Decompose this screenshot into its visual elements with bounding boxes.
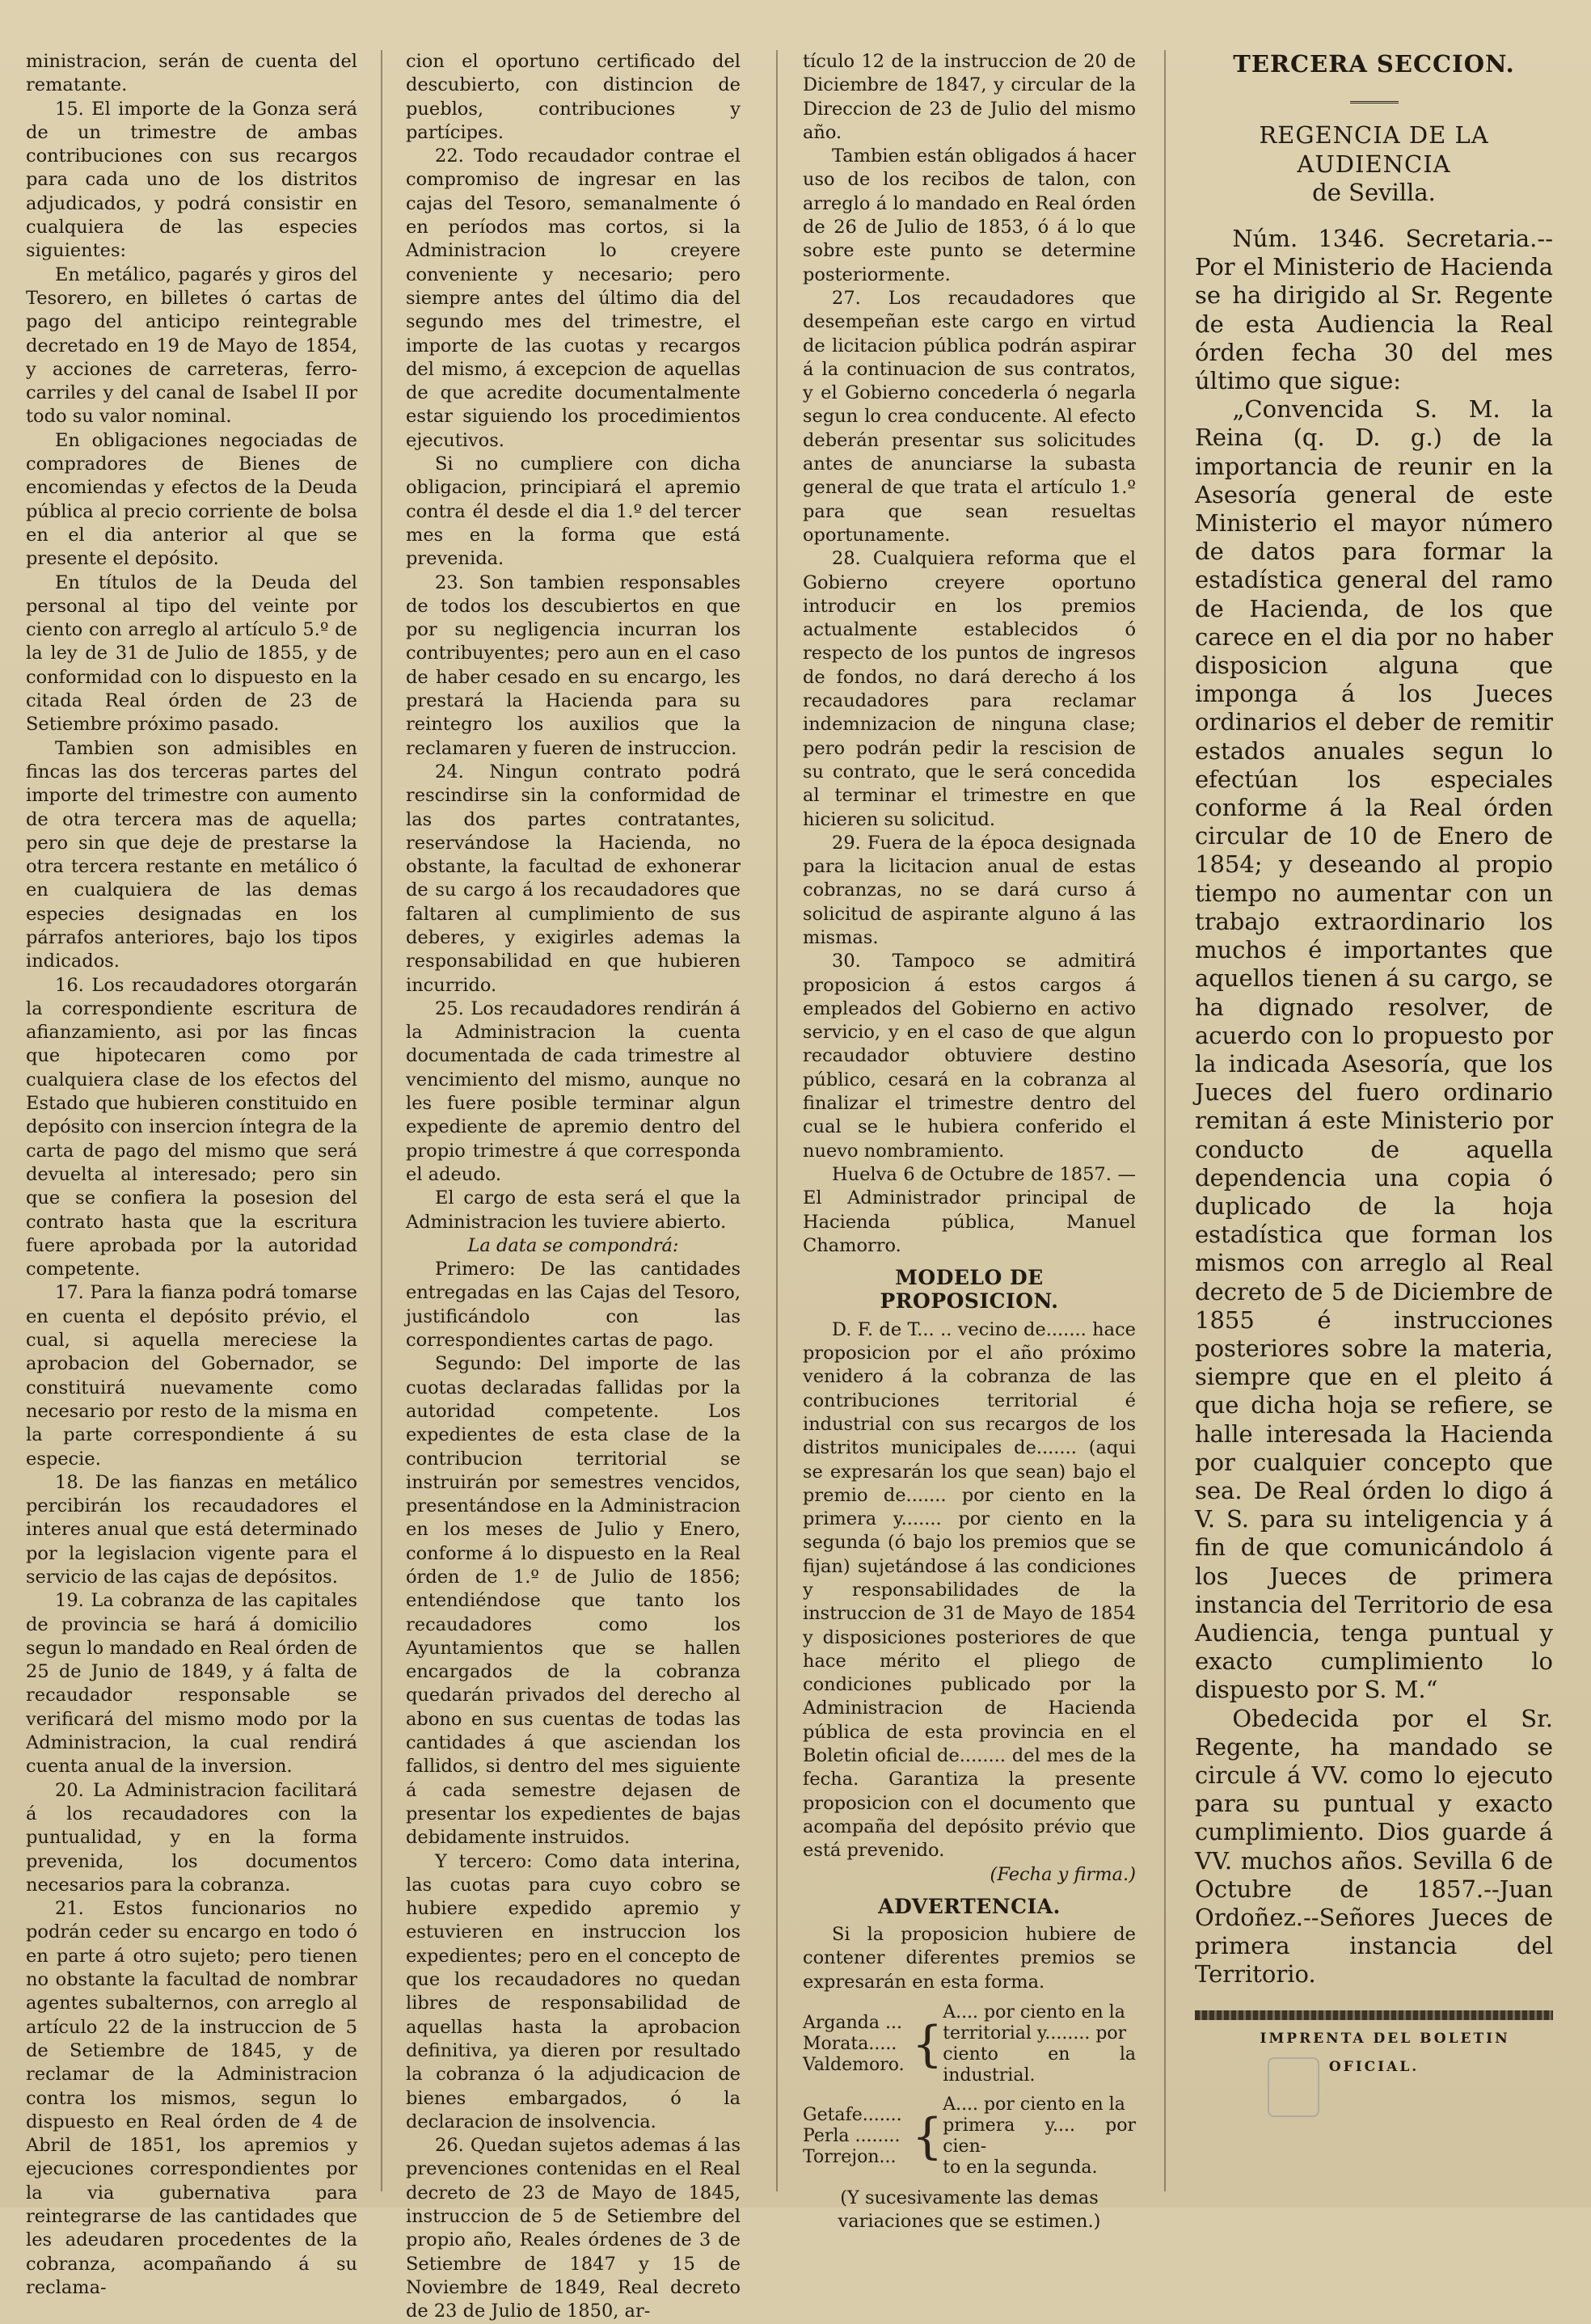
place-name: Morata.....	[803, 2034, 897, 2055]
premium-line: A.... por ciento en la	[943, 2002, 1125, 2023]
advert-heading: ADVERTENCIA.	[878, 1894, 1061, 1918]
closing-note: (Y sucesivamente las demas variaciones que se estimen.)	[838, 2187, 1101, 2233]
section-title: TERCERA SECCION.	[1233, 50, 1515, 78]
paragraph: 26. Quedan sujetos ademas á las prevenciones contenidas en el Real decreto de 23 de Mayo de 1845, instruccion de 5 de Setiembre del propio año, Reales órdenes de 3 de Setiembre de 1847 y 15 de Noviembre de 1849, Real decreto de 23 de Julio de 1850, ar-	[406, 2135, 741, 2322]
paragraph: Si no cumpliere con dicha obligacion, principiará el apremio contra él desde el dia 1.º del tercer mes en la forma que está prevenida.	[406, 453, 741, 570]
model-heading: MODELO DE PROPOSICION.	[880, 1266, 1059, 1314]
column-3	[803, 50, 1136, 2234]
premium-line: A.... por ciento en la	[943, 2094, 1125, 2115]
paragraph: 24. Ningun contrato podrá rescindirse sin la conformidad de las dos partes contratantes, reservándose la Hacienda, no obstante, la facultad de exhonerar de su cargo á los recaudadores que faltaren al cumplimiento de sus deberes, y exigirles ademas la responsabilidad en que hubieren incurrido.	[406, 761, 741, 996]
paragraph: 27. Los recaudadores que desempeñan este cargo en virtud de licitacion pública podrán aspirar á la continuacion de sus contratos, y el Gobierno concederla ó negarla segun lo crea conducente. Al efecto deberán presentar sus solicitudes antes de anunciarse la subasta general de que trata el artículo 1.º para que sean resueltas oportunamente.	[803, 287, 1136, 546]
paragraph: 23. Son tambien responsables de todos los descubiertos en que por su negligencia incurran los contribuyentes; pero aun en el caso de haber cesado en su encargo, les prestará la Hacienda para su reintegro los auxilios que la reclamaren y fueren de instruccion.	[406, 572, 741, 759]
place-name: Perla ........	[803, 2126, 901, 2147]
paragraph: Tambien son admisibles en fincas las dos terceras partes del importe del trimestre con aumento de otra tercera mas de aquella; pero sin que deje de prestarse la otra tercera restante en metálico ó en cualquiera de las demas especies designadas en los párrafos anteriores, bajo los tipos indicados.	[26, 737, 357, 972]
brace-glyph: {	[912, 2016, 943, 2073]
place-name: Getafe.......	[803, 2105, 902, 2126]
column-rule	[776, 50, 778, 2191]
printer-imprint: IMPRENTA DEL BOLETIN OFICIAL.	[1260, 2030, 1510, 2075]
date-signature-line: (Fecha y firma.)	[990, 1863, 1136, 1885]
column-1	[26, 50, 357, 2300]
column-rule	[381, 50, 382, 2191]
title-divider	[1195, 82, 1553, 110]
paragraph: cion el oportuno certificado del descubierto, con distincion de pueblos, contribuciones y partícipes.	[406, 51, 741, 143]
paragraph: „Convencida S. M. la Reina (q. D. g.) de la importancia de reunir en la Asesoría general de este Ministerio el mayor número de datos para formar la estadística general del ramo de Hacienda, de los que carece en el dia por no haber disposicion alguna que imponga á los Jueces ordinarios el deber de remitir estados anuales segun lo efectúan los especiales conforme á la Real órden circular de 10 de Enero de 1854; y deseando al propio tiempo no aumentar con un trabajo extraordinario los muchos é importantes que aquellos tienen á su cargo, se ha dignado resolver, de acuerdo con lo propuesto por la indicada Asesoría, que los Jueces del fuero ordinario remitan á este Ministerio por conducto de aquella dependencia una copia ó duplicado de la hoja estadística que forman los mismos con arreglo al Real decreto de 5 de Diciembre de 1855 é instrucciones posteriores sobre la materia, siempre que en el pleito á que dicha hoja se refiere, se halle interesada la Hacienda por cualquier concepto que sea. De Real órden lo digo á V. S. para su inteligencia y á fin de que comunicándolo á los Jueces de primera instancia del Territorio de esa Audiencia, tenga puntual y exacto cumplimiento lo dispuesto por S. M.“	[1195, 395, 1553, 1704]
premium-line: primera y.... por cien-	[943, 2115, 1136, 2157]
paragraph: 19. La cobranza de las capitales de provincia se hará á domicilio segun lo mandado en Real órden de 25 de Junio de 1849, y á falta de recaudador responsable se verificará del mismo modo por la Administracion, la cual rendirá cuenta anual de la inversion.	[26, 1590, 357, 1778]
paragraph: 29. Fuera de la época designada para la licitacion anual de estas cobranzas, no se dará curso á solicitud de aspirante alguno á las mismas.	[803, 832, 1136, 948]
brace-glyph: {	[912, 2108, 943, 2166]
stamp-mark	[1268, 2057, 1319, 2117]
paragraph: El cargo de esta será el que la Administracion les tuviere abierto.	[406, 1187, 741, 1233]
paragraph: 18. De las fianzas en metálico percibirán los recaudadores el interes anual que está determinado por la legislacion vigente para el servicio de las cajas de depósitos.	[26, 1471, 357, 1588]
paragraph: 22. Todo recaudador contrae el compromiso de ingresar en las cajas del Tesoro, semanalmente ó en períodos mas cortos, si la Administracion lo creyere conveniente y necesario; pero siempre antes del último dia del segundo mes del trimestre, el importe de las cuotas y recargos del mismo, á excepcion de aquellas de que acredite documentalmente estar siguiendo los procedimientos ejecutivos.	[406, 146, 741, 451]
place-name: Valdemoro.	[803, 2055, 905, 2076]
premium-line: to en la segunda.	[943, 2157, 1098, 2178]
paragraph: Primero: De las cantidades entregadas en las Cajas del Tesoro, justificándolo con las correspondientes cartas de pago.	[406, 1259, 741, 1352]
premium-line: territorial y........ por	[943, 2023, 1127, 2044]
paragraph: Segundo: Del importe de las cuotas declaradas fallidas por la autoridad competente. Los expedientes de esta clase de la contribucion territorial se instruirán por semestres vencidos, presentándose en la Administracion en los meses de Julio y Enero, conforme á lo dispuesto en la Real órden de 1.º de Julio de 1856; entendiéndose que tanto los recaudadores como los Ayuntamientos que se hallen encargados de la cobranza quedarán privados del derecho al abono en sus cuentas de todas las cantidades á que asciendan los fallidos, si dentro del mes siguiente á cada semestre dejasen de presentar los expedientes de bajas debidamente instruidos.	[406, 1353, 741, 1849]
paragraph: 17. Para la fianza podrá tomarse en cuenta el depósito prévio, el cual, si aquella mereciese la aprobacion del Gobernador, se constituirá nuevamente como necesario por resto de la misma en la parte correspondiente á su especie.	[26, 1282, 357, 1470]
paragraph: tículo 12 de la instruccion de 20 de Diciembre de 1847, y circular de la Direccion de 23 de Julio del mismo año.	[803, 51, 1136, 143]
places-cell	[803, 2002, 912, 2086]
places-cell	[803, 2094, 912, 2178]
data-subheading: La data se compondrá:	[467, 1234, 679, 1256]
paragraph: 28. Cualquiera reforma que el Gobierno creyere oportuno introducir en los premios actualmente establecidos ó respecto de los puntos de ingresos de fondos, no dará derecho á los recaudadores para reclamar indemnizacion de ninguna clase; pero podrán pedir la rescision de su contrato, que le será concedida al terminar el trimestre en que hicieren su solicitud.	[803, 548, 1136, 830]
proposal-example-table-1	[803, 2002, 1136, 2086]
place-name: Arganda ...	[803, 2013, 902, 2034]
column-2	[406, 50, 741, 2324]
paragraph: 16. Los recaudadores otorgarán la correspondiente escritura de afianzamiento, asi por las fincas que hipotecaren como por cualquiera clase de los efectos del Estado que hubieren constituido en depósito con insercion íntegra de la carta de pago del mismo que será devuelta al interesado; pero sin que se confiera la posesion del contrato hasta que la escritura fuere aprobada por la autoridad competente.	[26, 974, 357, 1280]
paragraph: Núm. 1346. Secretaria.-- Por el Ministerio de Hacienda se ha dirigido al Sr. Regente de esta Audiencia la Real órden fecha 30 del mes último que sigue:	[1195, 225, 1553, 395]
paragraph: Y tercero: Como data interina, las cuotas para cuyo cobro se hubiere expedido apremio y estuvieren en instruccion los expedientes; pero en el concepto de que los recaudadores no quedan libres de responsabilidad de aquellas hasta la aprobacion definitiva, ya dieren por resultado la cobranza ó la adjudicacion de bienes embargados, ó la declaracion de insolvencia.	[406, 1850, 741, 2132]
paragraph: D. F. de T... .. vecino de....... hace proposicion por el año próximo venidero á la cobranza de las contribuciones territorial é industrial con sus recargos de los distritos municipales de....... (aqui se expresarán los que sean) bajo el premio de....... por ciento en la primera y....... por ciento en la segunda (ó bajo los premios que se fijan) sujetándose á las condiciones y responsabilidades de la instruccion de 31 de Mayo de 1854 y disposiciones posteriores de que hace mérito el pliego de condiciones publicado por la Administracion de Hacienda pública de esta provincia en el Boletin oficial de........ del mes de la fecha. Garantiza la presente proposicion con el documento que acompaña del depósito prévio que está prevenido.	[803, 1318, 1136, 1862]
paragraph: 20. La Administracion facilitará á los recaudadores con la puntualidad, y en la forma prevenida, los documentos necesarios para la cobranza.	[26, 1779, 357, 1896]
place-name: Torrejon...	[803, 2147, 897, 2168]
signature-block: Huelva 6 de Octubre de 1857. —El Administrador principal de Hacienda pública, Manuel Chamorro.	[803, 1163, 1136, 1256]
paragraph: 15. El importe de la Gonza será de un trimestre de ambas contribuciones con sus recargos para cada uno de los distritos adjudicados, y podrá consistir en cualquiera de las especies siguientes:	[26, 98, 357, 262]
proposal-example-table-2	[803, 2094, 1136, 2178]
organization-title: REGENCIA DE LA AUDIENCIA	[1259, 121, 1489, 178]
paragraph: Tambien están obligados á hacer uso de los recibos de talon, con arreglo á lo mandado en Real órden de 26 de Julio de 1853, ó á lo que sobre este punto se determine posteriormente.	[803, 146, 1136, 285]
footer-ornament	[1195, 2010, 1553, 2020]
paragraph: En obligaciones negociadas de compradores de Bienes de encomiendas y efectos de la Deuda pública al precio corriente de bolsa en el dia anterior al que se presente el depósito.	[26, 429, 357, 570]
premium-cell	[943, 2002, 1136, 2086]
paragraph: Obedecida por el Sr. Regente, ha mandado se circule á VV. como lo ejecuto para su puntual y exacto cumplimiento. Dios guarde á VV. muchos años. Sevilla 6 de Octubre de 1857.--Juan Ordoñez.--Señores Jueces de primera instancia del Territorio.	[1195, 1704, 1553, 1989]
premium-cell	[943, 2094, 1136, 2178]
paragraph: 30. Tampoco se admitirá proposicion á estos cargos á empleados del Gobierno en activo servicio, y en el caso de que algun recaudador obtuviere destino público, cesará en la cobranza al finalizar el trimestre dentro del cual se le hubiera conferido el nuevo nombramiento.	[803, 951, 1136, 1162]
paragraph: 25. Los recaudadores rendirán á la Administracion la cuenta documentada de cada trimestre al vencimiento del mismo, aunque no les fuere posible terminar algun expediente de apremio dentro del propio trimestre á que corresponda el adeudo.	[406, 998, 741, 1185]
paragraph: En metálico, pagarés y giros del Tesorero, en billetes ó cartas de pago del anticipo reintegrable decretado en 19 de Mayo de 1854, y acciones de carreteras, ferro-carriles y del canal de Isabel II por todo su valor nominal.	[26, 264, 357, 428]
column-rule	[1164, 50, 1166, 2191]
paragraph: En títulos de la Deuda del personal al tipo del veinte por ciento con arreglo al artículo 5.º de la ley de 31 de Julio de 1855, y de conformidad con lo dispuesto en la citada Real órden de 23 de Setiembre próximo pasado.	[26, 572, 357, 736]
organization-city: de Sevilla.	[1312, 178, 1436, 206]
premium-line: ciento en la industrial.	[943, 2044, 1136, 2086]
column-4	[1195, 50, 1553, 2081]
paragraph: ministracion, serán de cuenta del rematante.	[26, 51, 357, 96]
paragraph: 21. Estos funcionarios no podrán ceder su encargo en todo ó en parte á otro sujeto; pero tienen no obstante la facultad de nombrar agentes subalternos, con arreglo al artículo 22 de la instruccion de 5 de Setiembre de 1845, y de reclamar de la Administracion contra los mismos, segun lo dispuesto en Real órden de 4 de Abril de 1851, los apremios y ejecuciones correspondientes por la via gubernativa para reintegrarse de las cantidades que les adeudaren procedentes de la cobranza, acompañando á su reclama-	[26, 1898, 357, 2298]
paragraph: Si la proposicion hubiere de contener diferentes premios se expresarán en esta forma.	[803, 1924, 1136, 1993]
